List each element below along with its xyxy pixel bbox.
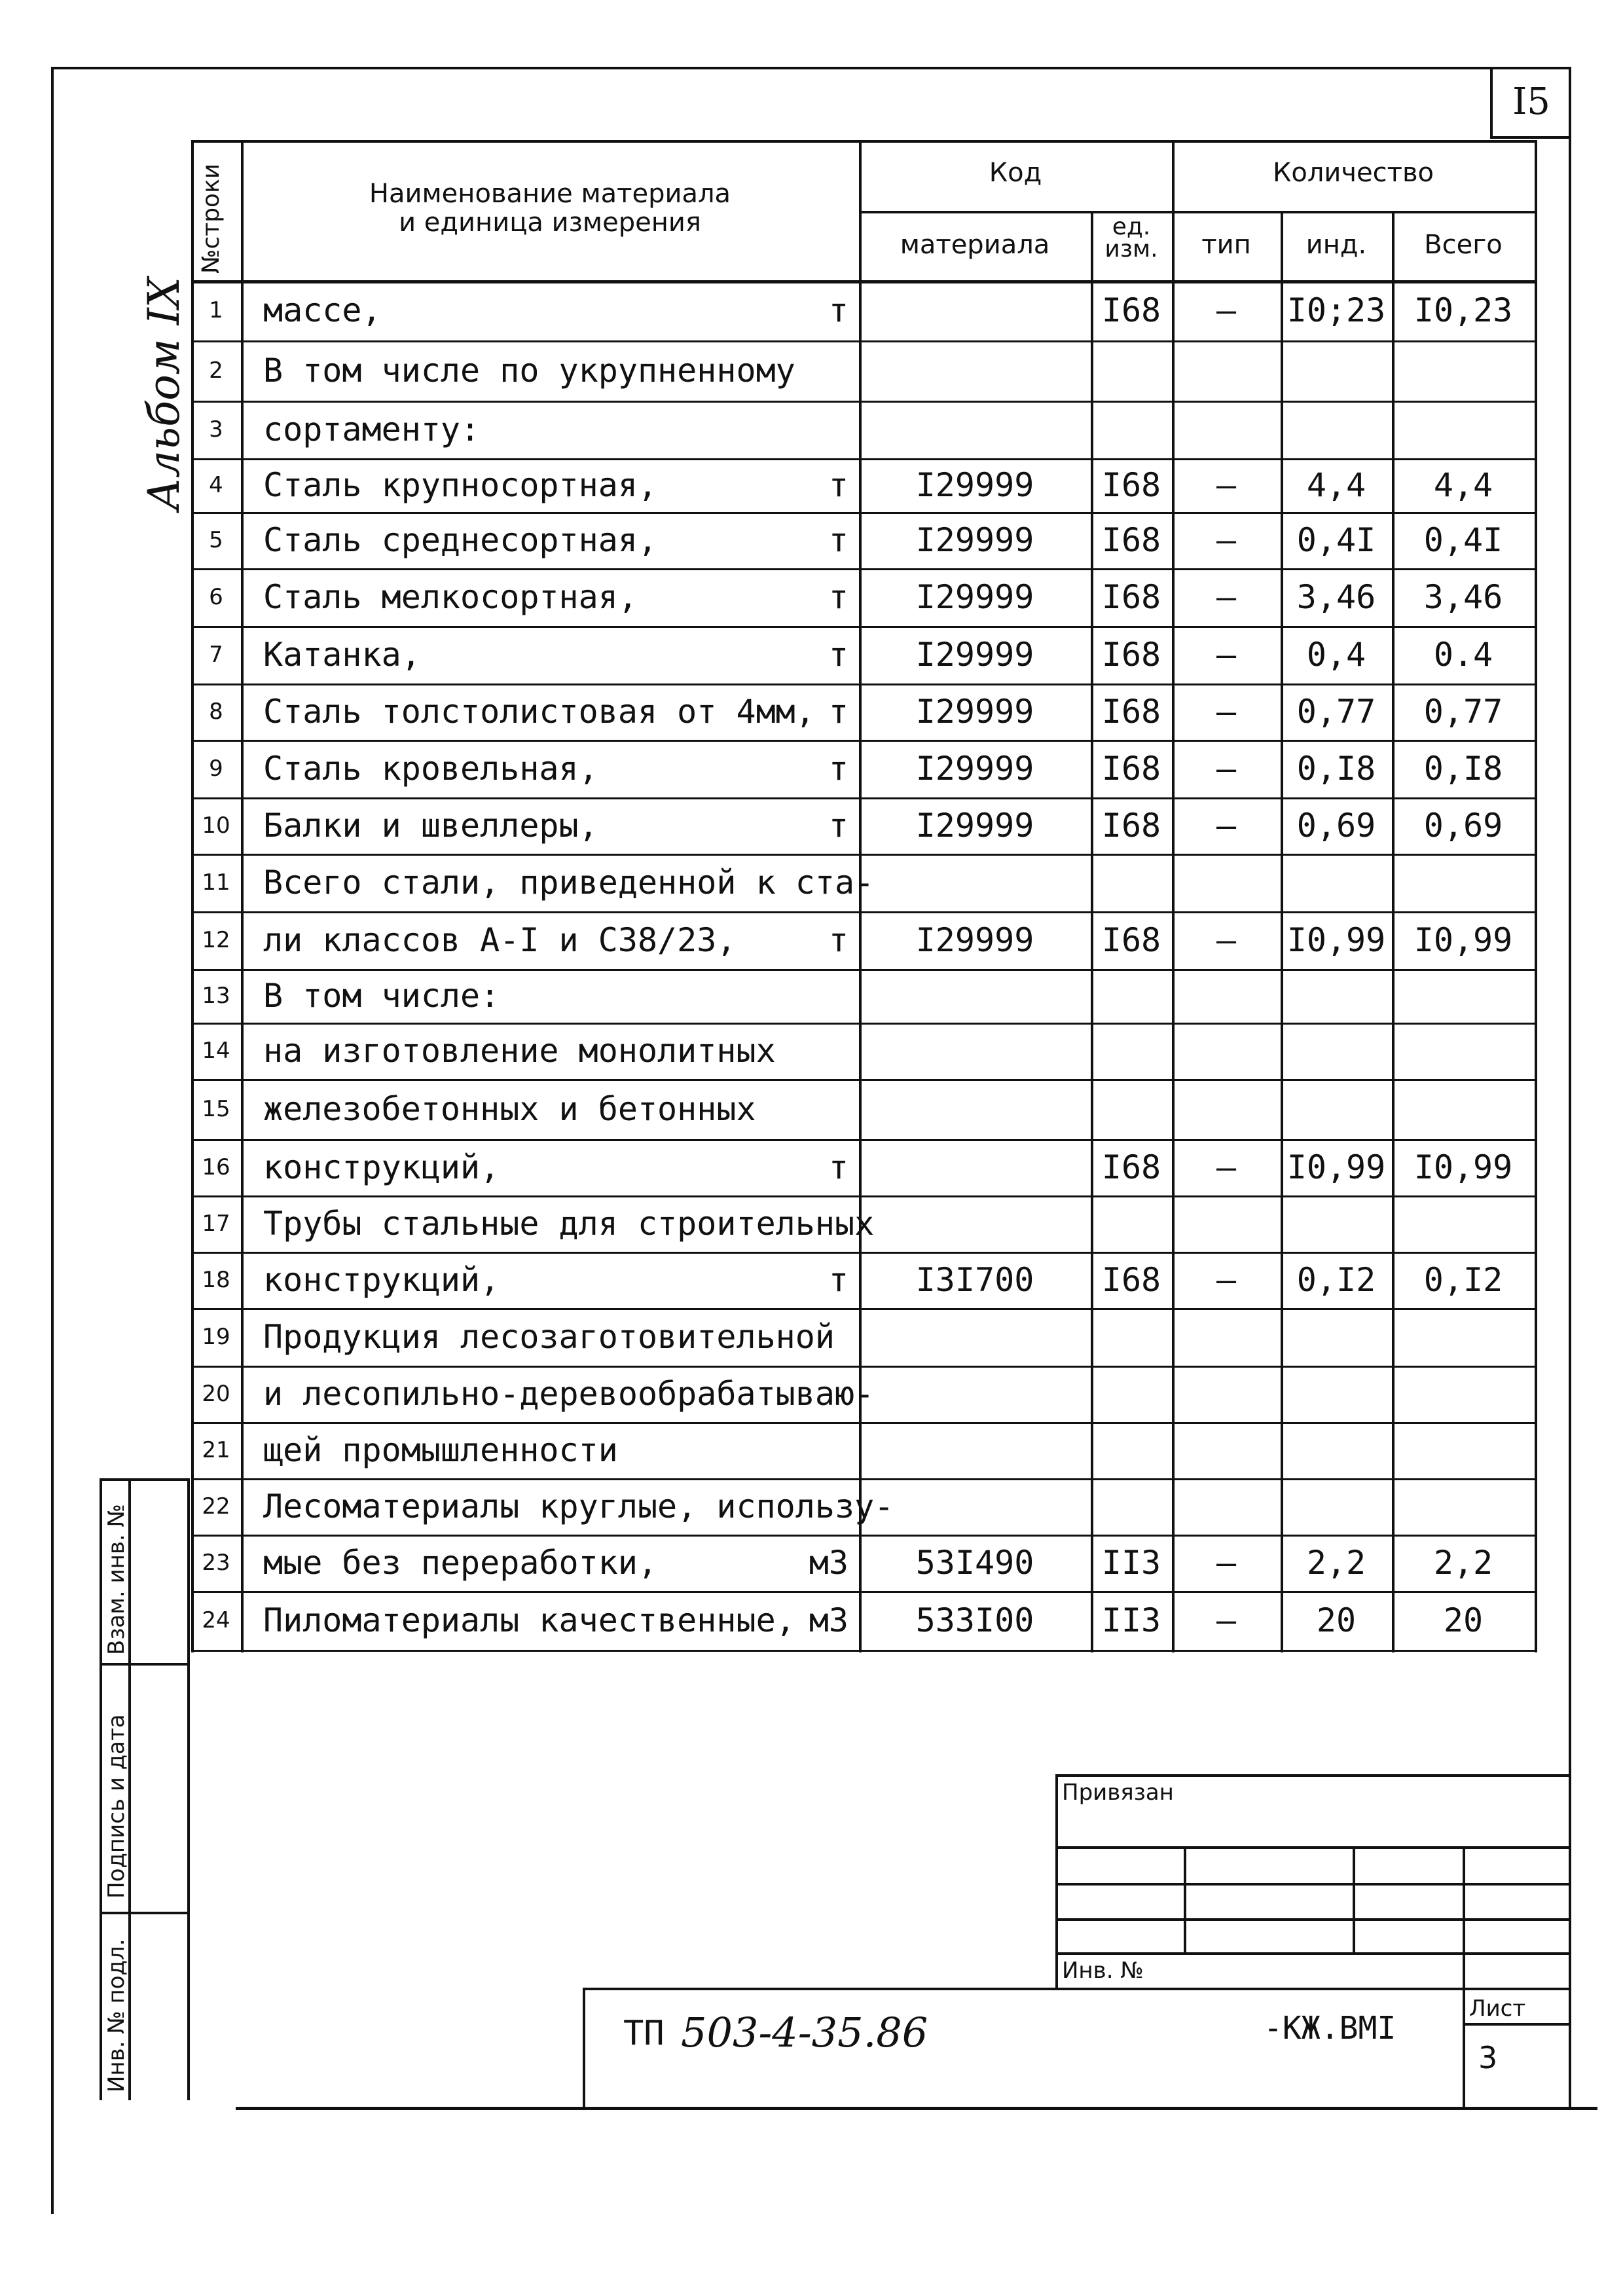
row-total-qty: 4,4 — [1433, 466, 1493, 504]
frame-bottom-line — [236, 2107, 1597, 2110]
side-strip-div2 — [100, 1912, 189, 1914]
row-number: 11 — [202, 869, 230, 896]
row-name: Сталь мелкосортная, — [263, 578, 638, 616]
row-ind-qty: I0;23 — [1286, 291, 1386, 329]
doc-box-top — [583, 1988, 1571, 1990]
row-name: Пиломатериалы качественные, — [263, 1601, 795, 1639]
row-material-code: I29999 — [915, 521, 1034, 559]
row-total-qty: 0,69 — [1423, 807, 1503, 845]
side-strip-top — [100, 1478, 189, 1481]
row-unit-suffix: т — [828, 1148, 848, 1186]
row-name: ли классов А-I и С38/23, — [263, 921, 737, 959]
row-total-qty: 0,I8 — [1423, 750, 1503, 788]
row-ind-qty: 20 — [1316, 1601, 1357, 1639]
row-number: 19 — [202, 1324, 230, 1350]
table-header-bottom — [191, 280, 1537, 283]
row-number: 24 — [202, 1607, 230, 1633]
row-type: – — [1216, 466, 1237, 504]
row-material-code: I29999 — [915, 466, 1034, 504]
table-row-line — [191, 1079, 1537, 1081]
row-unit-code: I68 — [1101, 807, 1161, 845]
row-unit-suffix: т — [828, 521, 848, 559]
table-row-line — [191, 1023, 1537, 1025]
row-ind-qty: 0,4 — [1306, 636, 1366, 674]
row-ind-qty: 2,2 — [1306, 1544, 1366, 1582]
stamp-col1 — [1184, 1846, 1186, 1954]
row-material-code: I29999 — [915, 636, 1034, 674]
row-ind-qty: 3,46 — [1296, 578, 1376, 616]
header-ind: инд. — [1305, 230, 1367, 260]
row-name: и лесопильно-деревообрабатываю- — [263, 1375, 875, 1413]
row-total-qty: I0,23 — [1413, 291, 1513, 329]
row-name: массе, — [263, 291, 382, 329]
table-row-line — [191, 911, 1537, 913]
row-unit-suffix: т — [828, 693, 848, 731]
table-header-mid — [859, 211, 1537, 213]
row-type: – — [1216, 1261, 1237, 1299]
header-type: тип — [1201, 230, 1251, 260]
side-strip-div1 — [100, 1663, 189, 1666]
row-number: 9 — [209, 756, 223, 782]
row-ind-qty: 0,I8 — [1296, 750, 1376, 788]
row-unit-code: I68 — [1101, 291, 1161, 329]
row-number: 16 — [202, 1154, 230, 1180]
table-row-line — [191, 683, 1537, 685]
row-number: 10 — [202, 812, 230, 839]
row-total-qty: I0,99 — [1413, 1148, 1513, 1186]
row-number: 5 — [209, 527, 223, 553]
row-ind-qty: 0,I2 — [1296, 1261, 1376, 1299]
header-code: Код — [989, 158, 1042, 188]
row-name: щей промышленности — [263, 1431, 618, 1469]
row-unit-code: I68 — [1101, 750, 1161, 788]
page-number-box-bottom — [1490, 136, 1571, 139]
frame-right-line — [1569, 67, 1571, 2109]
podpis-data-label: Подпись и дата — [103, 1714, 130, 1899]
sheet-box-top — [1463, 2023, 1571, 2026]
row-ind-qty: 4,4 — [1306, 466, 1366, 504]
row-ind-qty: 0,69 — [1296, 807, 1376, 845]
sheet-label: Лист — [1469, 1995, 1526, 2022]
table-row-line — [191, 1195, 1537, 1197]
row-unit-suffix: т — [828, 1261, 848, 1299]
row-name: Лесоматериалы круглые, использу- — [263, 1487, 894, 1525]
row-unit-code: II3 — [1101, 1601, 1161, 1639]
row-number: 14 — [202, 1038, 230, 1064]
row-number: 17 — [202, 1211, 230, 1237]
row-type: – — [1216, 807, 1237, 845]
row-number: 7 — [209, 642, 223, 668]
privyazan-label: Привязан — [1062, 1779, 1174, 1806]
row-name: конструкций, — [263, 1261, 500, 1299]
row-name: мые без переработки, — [263, 1544, 658, 1582]
doc-number: 503-4-35.86 — [681, 2009, 928, 2056]
table-header-top — [191, 140, 1537, 143]
row-name: Катанка, — [263, 636, 421, 674]
row-number: 18 — [202, 1267, 230, 1293]
row-unit-code: I68 — [1101, 521, 1161, 559]
row-type: – — [1216, 521, 1237, 559]
row-name: Сталь кровельная, — [263, 750, 598, 788]
row-number: 1 — [209, 297, 223, 323]
row-number: 23 — [202, 1550, 230, 1576]
frame-left-line — [51, 67, 54, 2214]
row-material-code: I29999 — [915, 693, 1034, 731]
stamp-top — [1055, 1774, 1571, 1777]
row-material-code: 533I00 — [915, 1601, 1034, 1639]
row-unit-suffix: м3 — [809, 1601, 848, 1639]
doc-box-left — [583, 1988, 585, 2109]
row-ind-qty: 0,77 — [1296, 693, 1376, 731]
table-col-line-0 — [191, 140, 194, 1652]
row-number: 4 — [209, 472, 223, 498]
row-unit-code: I68 — [1101, 578, 1161, 616]
row-number: 8 — [209, 699, 223, 725]
row-name: В том числе по укрупненному — [263, 352, 795, 390]
row-number: 6 — [209, 584, 223, 610]
row-ind-qty: I0,99 — [1286, 921, 1386, 959]
row-unit-suffix: т — [828, 750, 848, 788]
header-name: Наименование материала и единица измерения — [369, 179, 731, 238]
row-total-qty: 0.4 — [1433, 636, 1493, 674]
frame-top-line — [51, 67, 1570, 69]
table-row-line — [191, 969, 1537, 971]
header-unit: ед. изм. — [1104, 213, 1158, 263]
table-row-line — [191, 1535, 1537, 1537]
vzam-inv-label: Взам. инв. № — [103, 1504, 130, 1655]
row-total-qty: 3,46 — [1423, 578, 1503, 616]
table-row-line — [191, 854, 1537, 856]
table-row-line — [191, 1650, 1537, 1652]
row-type: – — [1216, 1148, 1237, 1186]
row-unit-code: I68 — [1101, 693, 1161, 731]
row-unit-code: I68 — [1101, 921, 1161, 959]
row-name: Сталь среднесортная, — [263, 521, 658, 559]
header-total: Всего — [1424, 230, 1503, 260]
row-type: – — [1216, 1544, 1237, 1582]
table-row-line — [191, 1308, 1537, 1310]
row-type: – — [1216, 578, 1237, 616]
row-unit-suffix: т — [828, 466, 848, 504]
row-type: – — [1216, 636, 1237, 674]
table-row-line — [191, 1591, 1537, 1593]
row-ind-qty: 0,4I — [1296, 521, 1376, 559]
row-total-qty: 0,77 — [1423, 693, 1503, 731]
stamp-col2 — [1353, 1846, 1355, 1954]
page-number-box-left — [1490, 67, 1493, 139]
table-row-line — [191, 626, 1537, 628]
table-row-line — [191, 1252, 1537, 1254]
row-name: Балки и швеллеры, — [263, 807, 598, 845]
stamp-row4 — [1055, 1952, 1571, 1955]
header-quantity: Количество — [1272, 158, 1434, 188]
row-name: сортаменту: — [263, 410, 481, 448]
row-type: – — [1216, 750, 1237, 788]
row-name: железобетонных и бетонных — [263, 1090, 756, 1128]
table-row-line — [191, 740, 1537, 742]
row-material-code: I29999 — [915, 921, 1034, 959]
page-number: I5 — [1512, 81, 1550, 123]
row-name: на изготовление монолитных — [263, 1032, 776, 1070]
stamp-left — [1055, 1774, 1058, 1990]
stamp-col3 — [1463, 1846, 1465, 2107]
row-number: 13 — [202, 983, 230, 1009]
row-unit-suffix: т — [828, 636, 848, 674]
row-number: 2 — [209, 357, 223, 384]
row-name: Сталь крупносортная, — [263, 466, 658, 504]
side-strip-left-line — [100, 1478, 102, 2100]
table-col-line-7 — [1535, 140, 1537, 1652]
row-material-code: 53I490 — [915, 1544, 1034, 1582]
row-material-code: I29999 — [915, 578, 1034, 616]
header-material: материала — [900, 230, 1050, 260]
row-number: 20 — [202, 1381, 230, 1407]
row-total-qty: 0,I2 — [1423, 1261, 1503, 1299]
stamp-row1 — [1055, 1846, 1571, 1849]
sheet-number: 3 — [1478, 2040, 1498, 2075]
row-unit-suffix: т — [828, 291, 848, 329]
table-row-line — [191, 1422, 1537, 1424]
row-number: 21 — [202, 1437, 230, 1463]
inv-podl-label: Инв. № подл. — [103, 1939, 130, 2092]
row-type: – — [1216, 291, 1237, 329]
row-unit-suffix: т — [828, 807, 848, 845]
row-total-qty: I0,99 — [1413, 921, 1513, 959]
inv-no-label: Инв. № — [1062, 1958, 1144, 1984]
row-unit-suffix: т — [828, 578, 848, 616]
row-name: Всего стали, приведенной к ста- — [263, 864, 875, 902]
table-row-line — [191, 797, 1537, 799]
stamp-row3 — [1055, 1918, 1571, 1921]
stamp-row2 — [1055, 1883, 1571, 1886]
row-type: – — [1216, 1601, 1237, 1639]
row-material-code: I29999 — [915, 750, 1034, 788]
row-number: 22 — [202, 1493, 230, 1520]
row-number: 3 — [209, 416, 223, 443]
row-name: Трубы стальные для строительных — [263, 1205, 875, 1243]
row-total-qty: 2,2 — [1433, 1544, 1493, 1582]
row-name: Сталь толстолистовая от 4мм, — [263, 693, 815, 731]
row-name: конструкций, — [263, 1148, 500, 1186]
row-total-qty: 0,4I — [1423, 521, 1503, 559]
row-number: 15 — [202, 1096, 230, 1122]
row-material-code: I29999 — [915, 807, 1034, 845]
table-row-line — [191, 401, 1537, 403]
row-material-code: I3I700 — [915, 1261, 1034, 1299]
side-strip-right-line — [187, 1478, 190, 2100]
table-row-line — [191, 458, 1537, 460]
row-type: – — [1216, 693, 1237, 731]
row-unit-suffix: м3 — [809, 1544, 848, 1582]
row-unit-code: I68 — [1101, 1261, 1161, 1299]
table-row-line — [191, 568, 1537, 570]
table-row-line — [191, 1366, 1537, 1368]
row-unit-suffix: т — [828, 921, 848, 959]
row-name: В том числе: — [263, 977, 500, 1015]
table-row-line — [191, 1478, 1537, 1480]
row-ind-qty: I0,99 — [1286, 1148, 1386, 1186]
row-unit-code: II3 — [1101, 1544, 1161, 1582]
table-col-line-1 — [241, 140, 244, 1652]
doc-suffix: -КЖ.ВМI — [1264, 2010, 1396, 2047]
row-unit-code: I68 — [1101, 1148, 1161, 1186]
table-row-line — [191, 1139, 1537, 1141]
album-label: Альбом IX — [139, 277, 189, 511]
table-row-line — [191, 512, 1537, 514]
table-col-line-4 — [1172, 140, 1175, 1652]
header-row-number: №строки — [198, 163, 225, 274]
row-total-qty: 20 — [1443, 1601, 1484, 1639]
row-unit-code: I68 — [1101, 636, 1161, 674]
row-unit-code: I68 — [1101, 466, 1161, 504]
row-number: 12 — [202, 927, 230, 953]
row-name: Продукция лесозаготовительной — [263, 1318, 835, 1356]
doc-prefix: ТП — [623, 2014, 665, 2053]
table-row-line — [191, 340, 1537, 342]
row-type: – — [1216, 921, 1237, 959]
